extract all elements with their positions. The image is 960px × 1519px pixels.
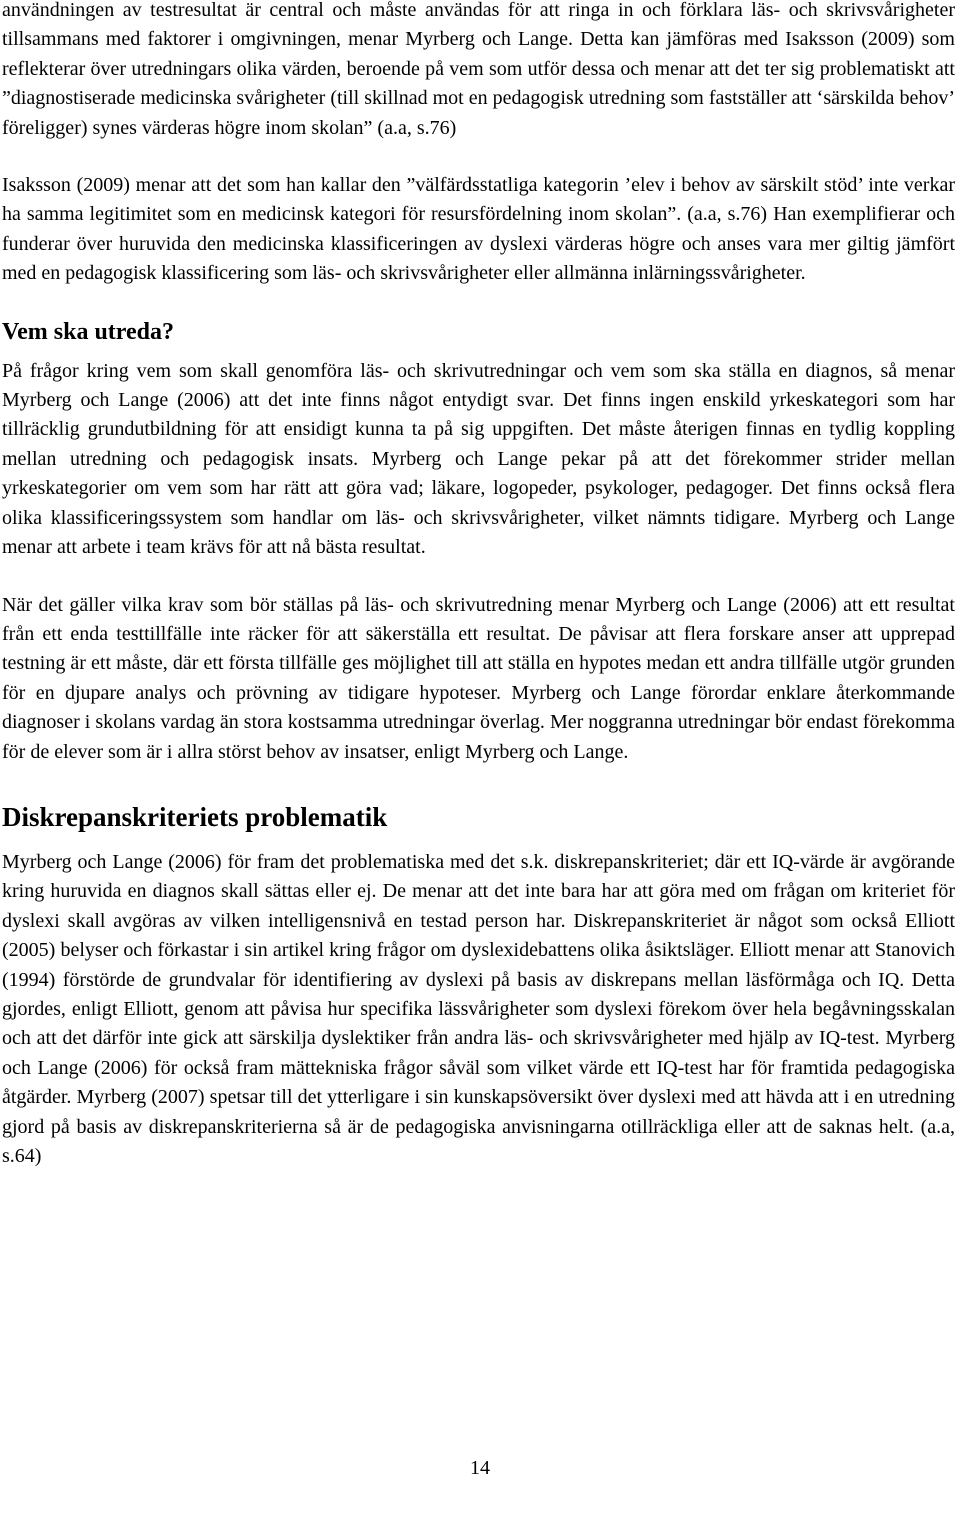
body-paragraph-2: Isaksson (2009) menar att det som han kallar den ”välfärdsstatliga kategorin ’elev i behov av särskilt stöd’ inte verkar ha samma legitimitet som en medicinsk kategori för resursfördelning inom skolan”. (a.a, s.76) Han exemplifierar och funderar över huruvida den medicinska klassificeringen av dyslexi värderas högre och anses vara mer giltig jämfört med en pedagogisk klassificering som läs- och skrivsvårigheter eller allmänna inlärningssvårigheter.	[2, 174, 955, 285]
page-content	[2, 0, 955, 1171]
section-heading-vem-ska-utreda: Vem ska utreda?	[2, 318, 175, 345]
section-heading-diskrepanskriteriets-problematik: Diskrepanskriteriets problematik	[2, 801, 388, 832]
section2-paragraph-1: Myrberg och Lange (2006) för fram det problematiska med det s.k. diskrepanskriteriet; där ett IQ-värde är avgörande kring huruvida en diagnos skall sättas eller ej. De menar att det inte bara har att göra med om frågan om kriteriet för dyslexi skall avgöras av vilken intelligensnivå en testad person har. Diskrepanskriteriet är något som också Elliott (2005) belyser och förkastar i sin artikel kring frågor om dyslexidebattens olika åsiktsläger. Elliott menar att Stanovich (1994) förstörde de grundvalar för identifiering av dyslexi på basis av diskrepans mellan läsförmåga och IQ. Detta gjordes, enligt Elliott, genom att påvisa hur specifika lässvårigheter som dyslexi förekom över hela begåvningsskalan och att det därför inte gick att särskilja dyslektiker från andra läs- och skrivsvårigheter med hjälp av IQ-test. Myrberg och Lange (2006) för också fram mättekniska frågor såväl som vilket värde ett IQ-test har för framtida pedagogiska åtgärder. Myrberg (2007) spetsar till det ytterligare i sin kunskapsöversikt över dyslexi med att hävda att i en utredning gjord på basis av diskrepanskriterierna så är de pedagogiska anvisningarna otillräckliga eller att de saknas helt. (a.a, s.64)	[2, 850, 955, 1167]
body-paragraph-1: användningen av testresultat är central och måste användas för att ringa in och förklara läs- och skrivsvårigheter tillsammans med faktorer i omgivningen, menar Myrberg och Lange. Detta kan jämföras med Isaksson (2009) som reflekterar över utredningars olika värden, beroende på vem som utför dessa och menar att det ter sig problematiskt att ”diagnostiserade medicinska svårigheter (till skillnad mot en pedagogisk utredning som fastställer att ‘särskilda behov’ föreligger) synes värderas högre inom skolan” (a.a, s.76)	[2, 0, 955, 139]
section1-paragraph-2: När det gäller vilka krav som bör ställas på läs- och skrivutredning menar Myrberg och Lange (2006) att ett resultat från ett enda testtillfälle inte räcker för att säkerställa ett resultat. De påvisar att flera forskare anser att upprepad testning är ett måste, där ett första tillfälle ges möjlighet till att ställa en hypotes medan ett andra tillfälle utgör grunden för en djupare analys och prövning av tidigare hypoteser. Myrberg och Lange förordar enklare återkommande diagnoser i skolans vardag än stora kostsamma utredningar överlag. Mer noggranna utredningar bör endast förekomma för de elever som är i allra störst behov av insatser, enligt Myrberg och Lange.	[2, 593, 955, 763]
section1-paragraph-1: På frågor kring vem som skall genomföra läs- och skrivutredningar och vem som ska ställa en diagnos, så menar Myrberg och Lange (2006) att det inte finns något entydigt svar. Det finns ingen enskild yrkeskategori som har tillräcklig grundutbildning för att ensidigt kunna ta på sig uppgiften. Det måste återigen finnas en tydlig koppling mellan utredning och pedagogisk insats. Myrberg och Lange pekar på att det förekommer strider mellan yrkeskategorier om vem som har rätt att göra vad; läkare, logopeder, psykologer, pedagoger. Det finns också flera olika klassificeringssystem som handlar om läs- och skrivsvårigheter, vilket nämnts tidigare. Myrberg och Lange menar att arbete i team krävs för att nå bästa resultat.	[2, 359, 955, 559]
page-number: 14	[470, 1457, 490, 1479]
